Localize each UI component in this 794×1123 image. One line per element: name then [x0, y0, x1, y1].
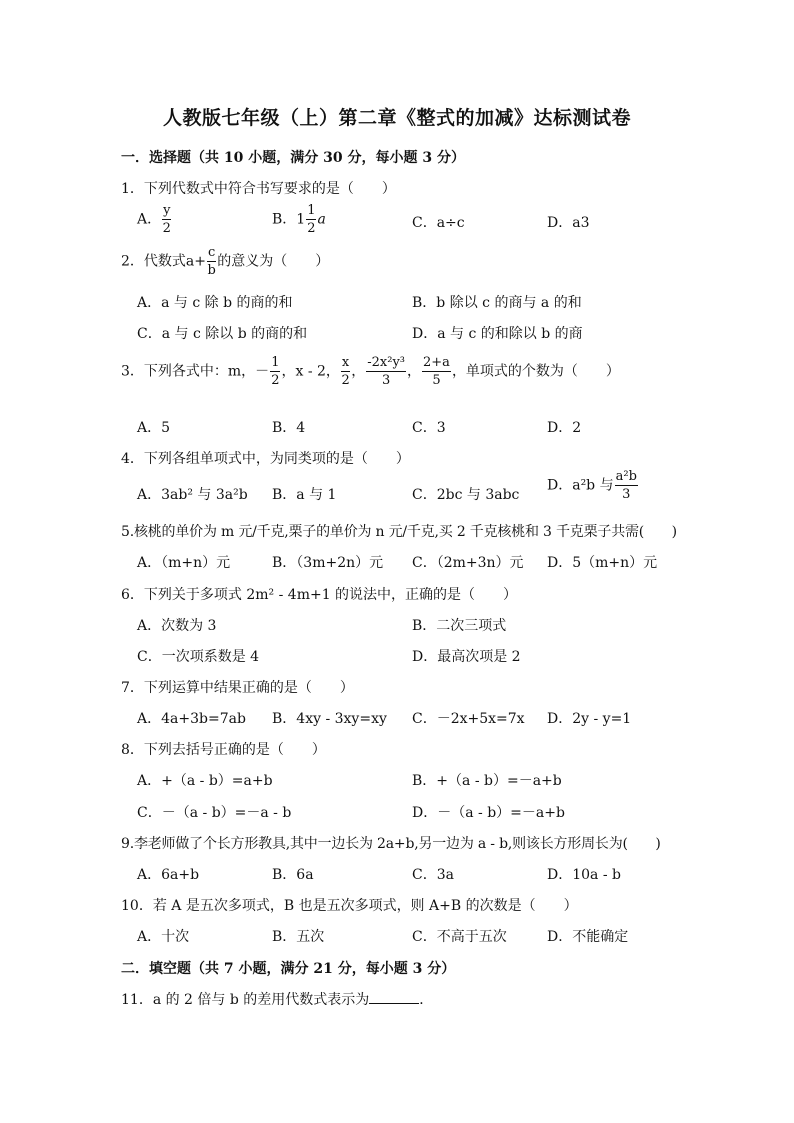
fraction: [341, 356, 350, 387]
question-7-option-a: A．4a+3b=7ab: [137, 711, 246, 727]
numerator: y: [163, 203, 171, 218]
question-6-option-d: D．最高次项是 2: [412, 649, 521, 665]
stem-text: ，x - 2，: [281, 363, 340, 380]
stem-text: 2．代数式: [121, 253, 186, 270]
fraction: [615, 470, 638, 501]
question-5-option-a: A．（m+n）元: [137, 555, 231, 571]
section-heading-fill-in: 二．填空题（共 7 小题，满分 21 分，每小题 3 分）: [121, 961, 456, 977]
question-1-option-c: C．a÷c: [412, 215, 465, 231]
question-6-option-c: C．一次项系数是 4: [137, 649, 260, 665]
question-8-option-c: C．－（a - b）=－a - b: [137, 805, 292, 821]
denominator: 2: [271, 373, 280, 388]
stem-text: ，: [351, 363, 366, 380]
question-2-stem: [121, 246, 329, 277]
fraction: [422, 356, 451, 387]
question-9-option-c: C．3a: [412, 867, 454, 883]
question-5-stem: 5.核桃的单价为 m 元/千克,栗子的单价为 n 元/千克,买 2 千克核桃和 3 千克栗子共需( ): [121, 524, 677, 540]
variable: a: [317, 211, 326, 228]
section-heading-choice: 一．选择题（共 10 小题，满分 30 分，每小题 3 分）: [121, 150, 465, 166]
question-2-option-d: D．a 与 c 的和除以 b 的商: [412, 326, 583, 342]
stem-text: 11．a 的 2 倍与 b 的差用代数式表示为: [121, 992, 370, 1008]
numerator: 2+a: [423, 355, 450, 370]
answer-blank[interactable]: [369, 991, 419, 1004]
option-label: A．: [137, 211, 162, 228]
question-5-option-b: B．（3m+2n）元: [272, 555, 384, 571]
question-6-option-a: A．次数为 3: [137, 618, 217, 634]
question-9-option-b: B．6a: [272, 867, 314, 883]
question-7-stem: 7．下列运算中结果正确的是（ ）: [121, 680, 354, 696]
question-6-option-b: B．二次三项式: [412, 618, 507, 634]
question-10-option-b: B．五次: [272, 929, 325, 945]
question-1-option-b: [272, 204, 326, 235]
option-label: B．1: [272, 211, 306, 228]
question-10-option-d: D．不能确定: [547, 929, 629, 945]
numerator: -2x²y³: [367, 355, 406, 370]
question-7-option-c: C．－2x+5x=7x: [412, 711, 525, 727]
numerator: 1: [307, 203, 316, 218]
question-4-option-d: [547, 470, 639, 501]
denominator: 2: [162, 221, 171, 236]
question-5-option-c: C．（2m+3n）元: [412, 555, 524, 571]
denominator: 5: [432, 373, 441, 388]
question-4-stem: 4．下列各组单项式中，为同类项的是（ ）: [121, 451, 410, 467]
question-8-stem: 8．下列去括号正确的是（ ）: [121, 742, 326, 758]
denominator: 2: [341, 373, 350, 388]
fraction: [306, 204, 316, 235]
stem-text: 的意义为（ ）: [217, 253, 330, 270]
stem-text: ．: [419, 992, 434, 1008]
page-title: 人教版七年级（上）第二章《整式的加减》达标测试卷: [162, 107, 631, 129]
question-1-option-a: [137, 204, 172, 235]
fraction: [207, 246, 216, 277]
denominator: 3: [622, 487, 631, 502]
question-1-stem: 1．下列代数式中符合书写要求的是（ ）: [121, 181, 396, 197]
stem-text: ，单项式的个数为（ ）: [451, 363, 620, 380]
numerator: x: [341, 355, 350, 370]
question-3-option-a: A．5: [137, 420, 171, 436]
question-3-option-b: B．4: [272, 420, 306, 436]
fraction: [162, 204, 171, 235]
stem-text: 3．下列各式中：m，－: [121, 363, 270, 380]
denominator: 3: [381, 373, 391, 388]
question-2-option-b: B．b 除以 c 的商与 a 的和: [412, 295, 582, 311]
question-6-stem: 6．下列关于多项式 2m² - 4m+1 的说法中，正确的是（ ）: [121, 587, 518, 603]
question-9-option-a: A．6a+b: [137, 867, 200, 883]
stem-text: ，: [407, 363, 422, 380]
fraction: [270, 356, 280, 387]
question-7-option-d: D．2y - y=1: [547, 711, 632, 727]
question-7-option-b: B．4xy - 3xy=xy: [272, 711, 387, 727]
question-10-option-a: A．十次: [137, 929, 190, 945]
question-8-option-a: A．+（a - b）=a+b: [137, 773, 273, 789]
denominator: b: [207, 263, 216, 278]
question-3-option-d: D．2: [547, 420, 582, 436]
denominator: 2: [307, 221, 316, 236]
numerator: c: [208, 245, 216, 260]
question-3-option-c: C．3: [412, 420, 446, 436]
question-2-option-c: C．a 与 c 除以 b 的商的和: [137, 326, 308, 342]
expression-term: a+: [185, 253, 206, 270]
question-10-option-c: C．不高于五次: [412, 929, 507, 945]
question-8-option-d: D．－（a - b）=－a+b: [412, 805, 565, 821]
question-3-stem: [121, 356, 620, 387]
question-9-option-d: D．10a - b: [547, 867, 621, 883]
numerator: a²b: [615, 469, 637, 484]
option-text: D．a²b 与: [547, 477, 614, 494]
question-10-stem: 10．若 A 是五次多项式，B 也是五次多项式，则 A+B 的次数是（ ）: [121, 898, 578, 914]
question-9-stem: 9.李老师做了个长方形教具,其中一边长为 2a+b,另一边为 a - b,则该长方形周长为( ): [121, 836, 661, 852]
fraction: [366, 356, 406, 387]
question-11-stem: [121, 989, 433, 1009]
question-1-option-d: D．a3: [547, 215, 590, 231]
question-4-option-b: B．a 与 1: [272, 487, 337, 503]
question-4-option-a: A．3ab² 与 3a²b: [137, 487, 248, 503]
question-5-option-d: D．5（m+n）元: [547, 555, 658, 571]
question-2-option-a: A．a 与 c 除 b 的商的和: [137, 295, 293, 311]
question-4-option-c: C．2bc 与 3abc: [412, 487, 520, 503]
question-8-option-b: B．+（a - b）=－a+b: [412, 773, 562, 789]
numerator: 1: [271, 355, 280, 370]
